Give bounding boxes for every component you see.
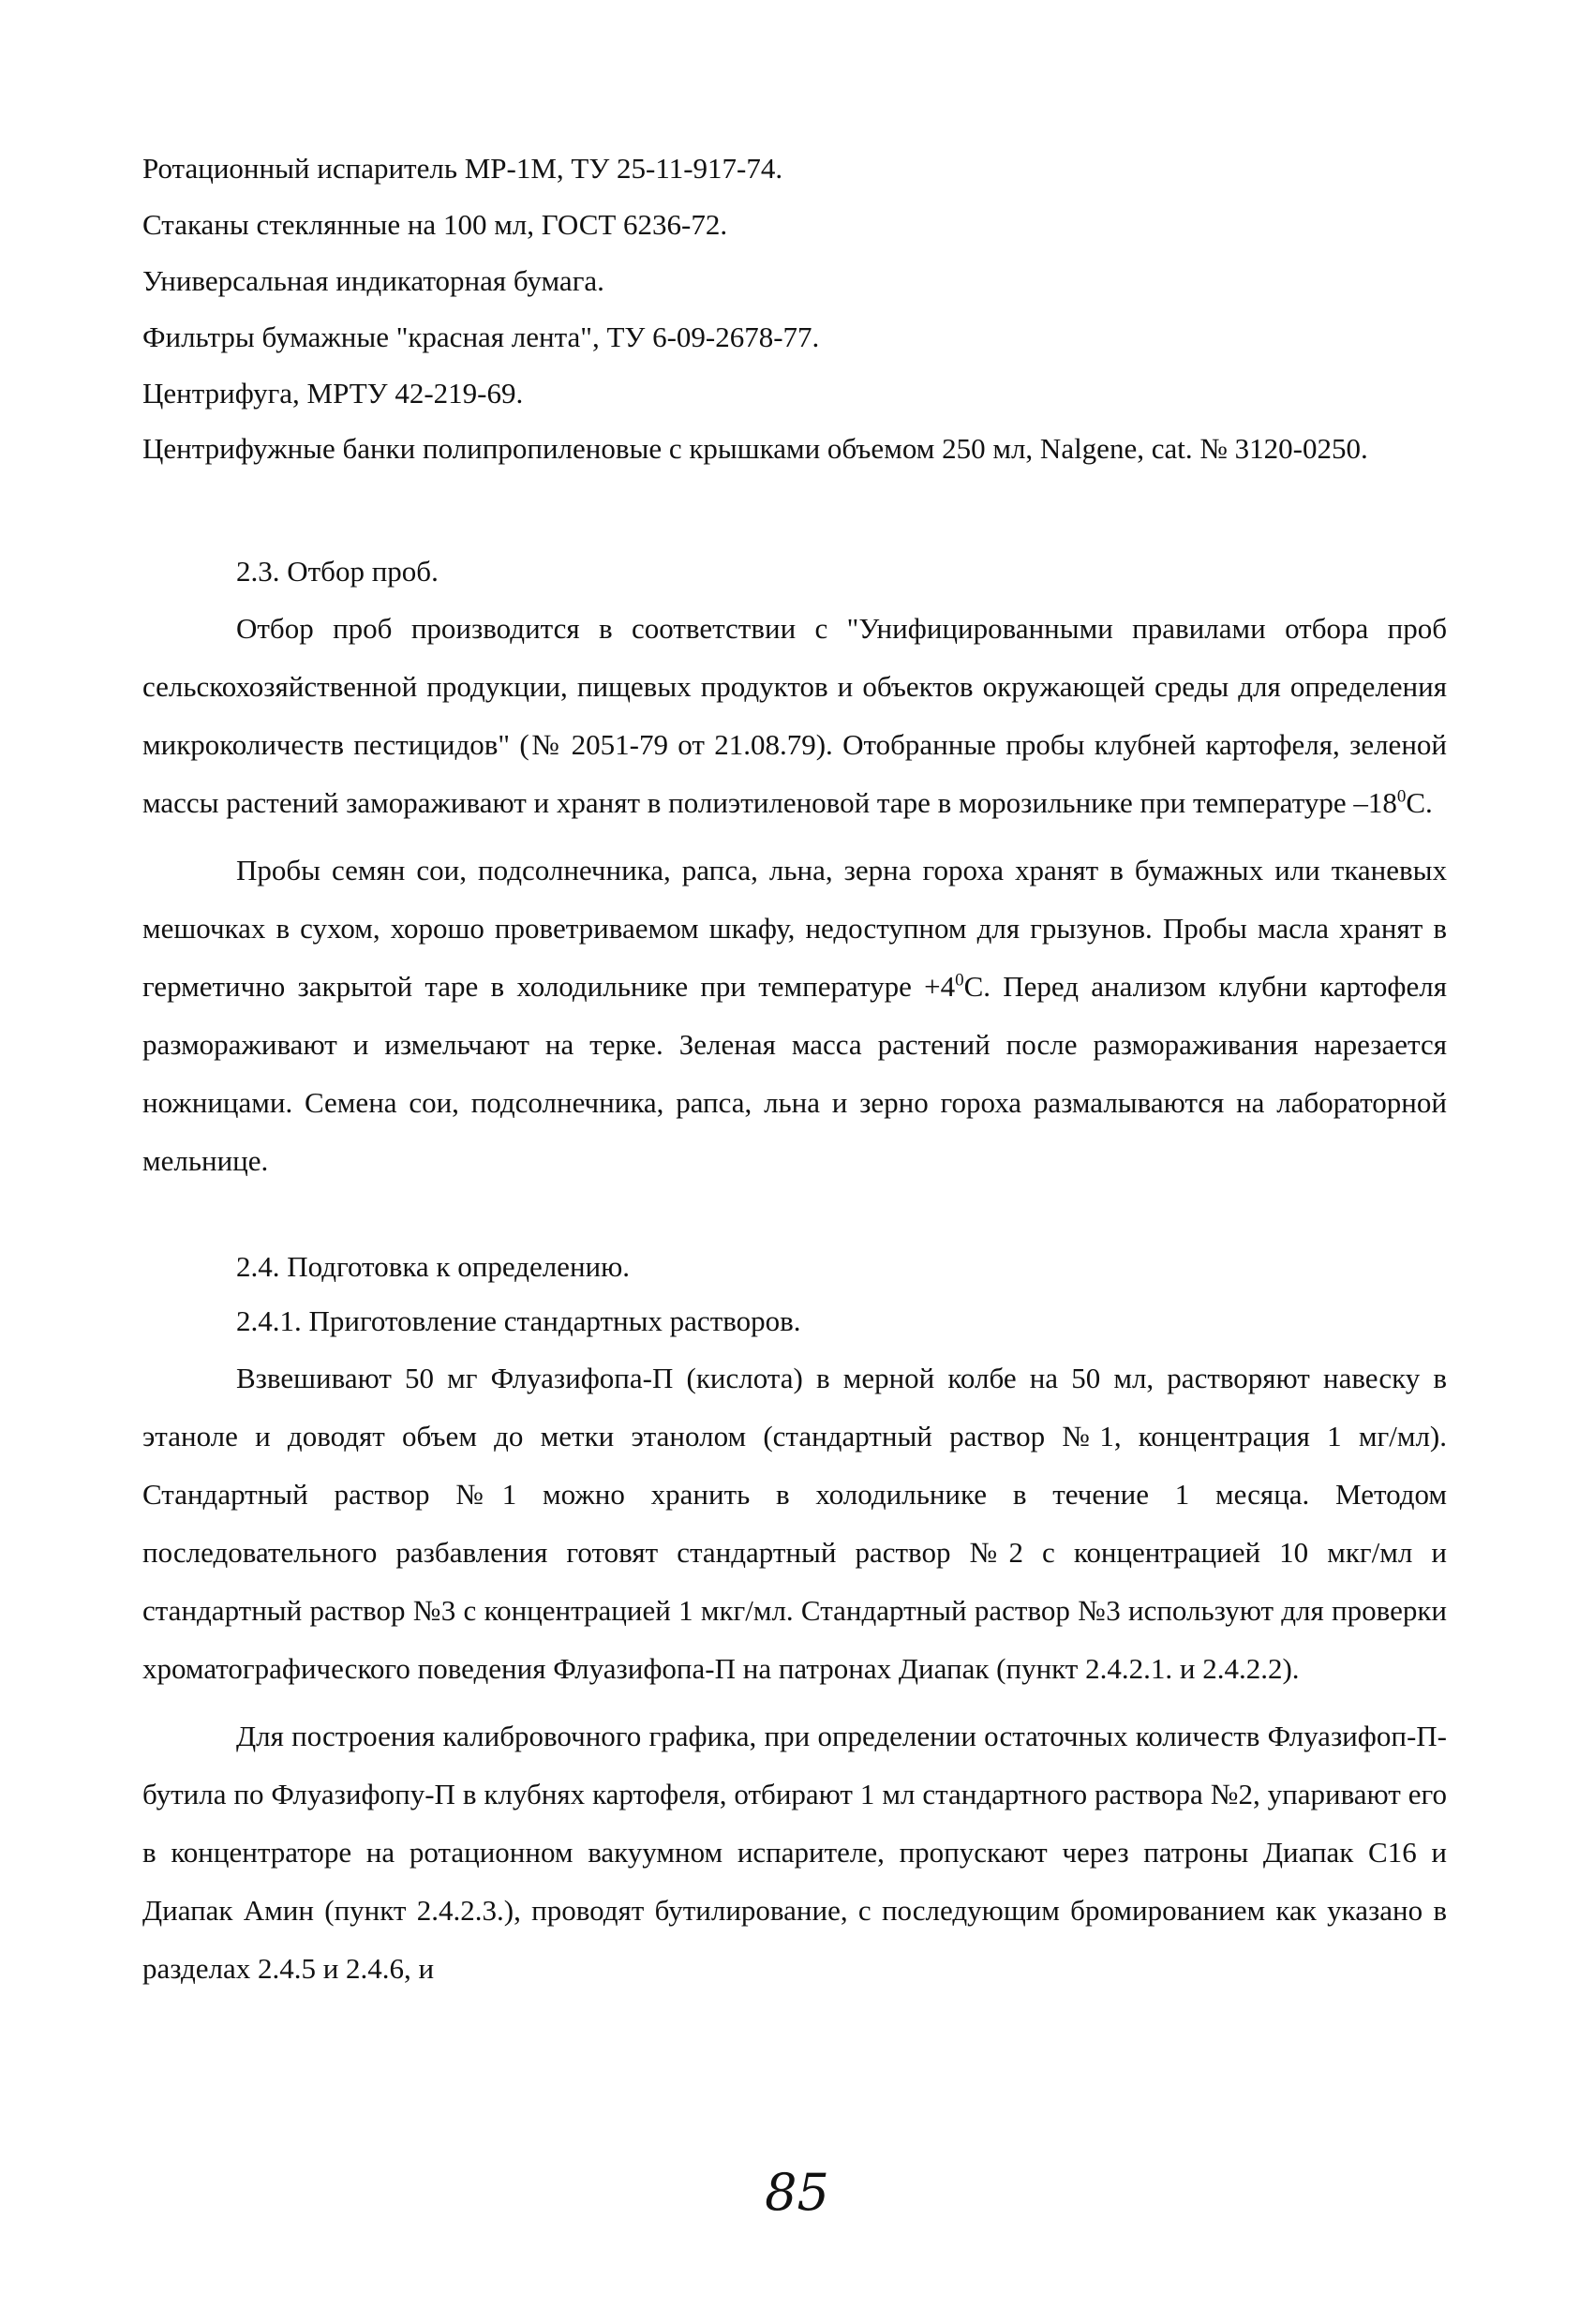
body-text <box>142 150 1447 1998</box>
equipment-item-rotary-evaporator: Ротационный испаритель МР-1М, ТУ 25-11-917-74. <box>142 152 783 185</box>
equipment-item-indicator-paper: Универсальная индикаторная бумага. <box>142 264 604 297</box>
paragraph-sample-storage: Пробы семян сои, подсолнечника, рапса, льна, зерна гороха хранят в бумажных или тканевых мешочках в сухом, хорошо проветриваемом шкафу, недоступном для грызунов. Пробы масла хранят в герметично закрытой таре в холодильнике при температуре $+4^0С$. Перед анализом клубни картофеля размораживают и измельчают на терке. Зеленая масса растений после размораживания нарезается ножницами. Семена сои, подсолнечника, рапса, льна и зерно гороха размалываются на лабораторной мельнице. <box>142 854 1447 1177</box>
section-heading-2-4: 2.4. Подготовка к определению. <box>236 1250 631 1283</box>
equipment-item-centrifuge-bottles: Центрифужные банки полипропиленовые с крышками объемом 250 мл, Nalgene, cat. № 3120-0250. <box>142 432 1368 465</box>
paragraph-sampling: Отбор проб производится в соответствии с "Унифицированными правилами отбора проб сельскохозяйственной продукции, пищевых продуктов и объектов окружающей среды для определения микроколичеств пестицидов" (№ 2051-79 от 21.08.79). Отобранные пробы клубней картофеля, зеленой массы растений замораживают и хранят в полиэтиленовой таре в морозильнике при температуре $-18^0С$. <box>142 612 1447 819</box>
section-subheading-2-4-1: 2.4.1. Приготовление стандартных растворов. <box>236 1304 801 1337</box>
section-heading-2-3: 2.3. Отбор проб. <box>236 555 439 588</box>
equipment-item-paper-filters: Фильтры бумажные "красная лента", ТУ 6-09-2678-77. <box>142 320 820 353</box>
paragraph-standard-solutions: Взвешивают 50 мг Флуазифопа-П (кислота) в мерной колбе на 50 мл, растворяют навеску в этаноле и доводят объем до метки этанолом (стандартный раствор №1, концентрация 1 мг/мл). Стандартный раствор №1 можно хранить в холодильнике в течение 1 месяца. Методом последовательного разбавления готовят стандартный раствор №2 с концентрацией 10 мкг/мл и стандартный раствор №3 с концентрацией 1 мкг/мл. Стандартный раствор №3 используют для проверки хроматографического поведения Флуазифопа-П на патронах Диапак (пункт 2.4.2.1. и 2.4.2.2). <box>142 1362 1447 1685</box>
equipment-item-centrifuge: Центрифуга, МРТУ 42-219-69. <box>142 377 524 410</box>
equipment-item-glass-beakers: Стаканы стеклянные на 100 мл, ГОСТ 6236-72. <box>142 208 728 241</box>
page-number: 85 <box>765 2163 829 2222</box>
paragraph-calibration-graph: Для построения калибровочного графика, при определении остаточных количеств Флуазифоп-П-бутила по Флуазифопу-П в клубнях картофеля, отбирают 1 мл стандартного раствора №2, упаривают его в концентраторе на ротационном вакуумном испарителе, пропускают через патроны Диапак С16 и Диапак Амин (пункт 2.4.2.3.), проводят бутилирование, с последующим бромированием как указано в разделах 2.4.5 и 2.4.6, и <box>142 1720 1447 1985</box>
